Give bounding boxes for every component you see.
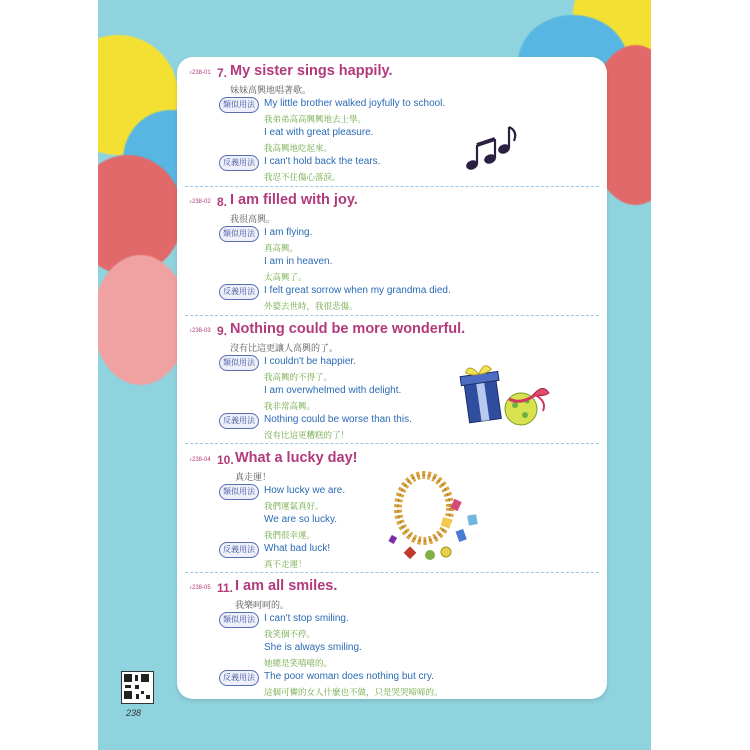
opposite-usage-tag: 反義用法 [219, 413, 259, 429]
example-chinese: 太高興了。 [264, 272, 307, 282]
section-divider [185, 186, 599, 187]
phrase-title: Nothing could be more wonderful. [230, 321, 466, 337]
example-chinese: 我笑個不停。 [264, 629, 316, 639]
gift-boxes-illustration [459, 361, 554, 431]
example-english: Nothing could be worse than this. [264, 414, 412, 425]
example-chinese: 我們運氣真好。 [264, 501, 324, 511]
opposite-usage-tag: 反義用法 [219, 670, 259, 686]
page-number: 238 [126, 708, 142, 718]
phrase-title: I am all smiles. [235, 578, 338, 594]
phrase-title: My sister sings happily. [230, 63, 393, 79]
example-chinese: 我弟弟高高興興地去上學。 [264, 114, 367, 124]
audio-track-label[interactable]: ♪238-03 [189, 328, 211, 334]
audio-track-label[interactable]: ♪238-02 [189, 199, 211, 205]
example-english: I am overwhelmed with delight. [264, 385, 402, 396]
section-divider [185, 572, 599, 573]
example-chinese: 我非常高興。 [264, 401, 316, 411]
audio-track-label[interactable]: ♪238-01 [189, 70, 211, 76]
example-chinese: 外婆去世時，我很悲傷。 [264, 301, 358, 311]
phrase-number: 7. [217, 66, 228, 80]
example-chinese: 真高興。 [264, 243, 299, 253]
similar-usage-tag: 類似用法 [219, 612, 259, 628]
phrase-number: 8. [217, 195, 228, 209]
phrase-number: 9. [217, 324, 228, 338]
similar-usage-tag: 類似用法 [219, 226, 259, 242]
opposite-usage-tag: 反義用法 [219, 155, 259, 171]
example-english: I am flying. [264, 227, 313, 238]
example-english: She is always smiling. [264, 642, 362, 653]
example-english: I can't stop smiling. [264, 613, 349, 624]
balloon-pink-left [98, 255, 188, 385]
opposite-usage-tag: 反義用法 [219, 284, 259, 300]
necklace-and-gems-illustration [382, 460, 492, 570]
example-chinese: 沒有比這更糟糕的了！ [264, 430, 350, 440]
example-english: I can't hold back the tears. [264, 156, 381, 167]
content-card [177, 57, 607, 699]
example-chinese: 她總是笑嘻嘻的。 [264, 658, 333, 668]
audio-track-label[interactable]: ♪238-04 [189, 457, 211, 463]
similar-usage-tag: 類似用法 [219, 355, 259, 371]
example-english: What bad luck! [264, 543, 331, 554]
phrase-number: 10. [217, 453, 234, 467]
phrase-title: I am filled with joy. [230, 192, 358, 208]
qr-code[interactable] [121, 671, 154, 704]
phrase-number: 11. [217, 581, 234, 595]
phrase-translation: 沒有比這更讓人高興的了。 [230, 343, 339, 353]
similar-usage-tag: 類似用法 [219, 484, 259, 500]
phrase-title: What a lucky day! [235, 450, 358, 466]
phrase-translation: 真走運！ [235, 472, 272, 482]
phrase-translation: 我樂呵呵的。 [235, 600, 290, 610]
example-english: We are so lucky. [264, 514, 337, 525]
example-english: The poor woman does nothing but cry. [264, 671, 434, 682]
similar-usage-tag: 類似用法 [219, 97, 259, 113]
section-divider [185, 443, 599, 444]
example-english: I eat with great pleasure. [264, 127, 374, 138]
example-chinese: 我高興地吃起來。 [264, 143, 333, 153]
example-english: My little brother walked joyfully to school. [264, 98, 446, 109]
phrase-translation: 我很高興。 [230, 214, 276, 224]
example-chinese: 我高興的不得了。 [264, 372, 333, 382]
audio-track-label[interactable]: ♪238-05 [189, 585, 211, 591]
example-english: I am in heaven. [264, 256, 333, 267]
example-chinese: 我忍不住傷心落淚。 [264, 172, 341, 182]
example-chinese: 真不走運！ [264, 559, 307, 569]
example-english: How lucky we are. [264, 485, 346, 496]
music-notes-illustration [462, 123, 522, 178]
opposite-usage-tag: 反義用法 [219, 542, 259, 558]
example-chinese: 我們很幸運。 [264, 530, 316, 540]
example-chinese: 這個可憐的女人什麼也不做，只是哭哭啼啼的。 [264, 687, 443, 697]
example-english: I couldn't be happier. [264, 356, 356, 367]
example-english: I felt great sorrow when my grandma died. [264, 285, 451, 296]
phrase-translation: 妹妹高興地唱著歌。 [230, 85, 312, 95]
section-divider [185, 315, 599, 316]
